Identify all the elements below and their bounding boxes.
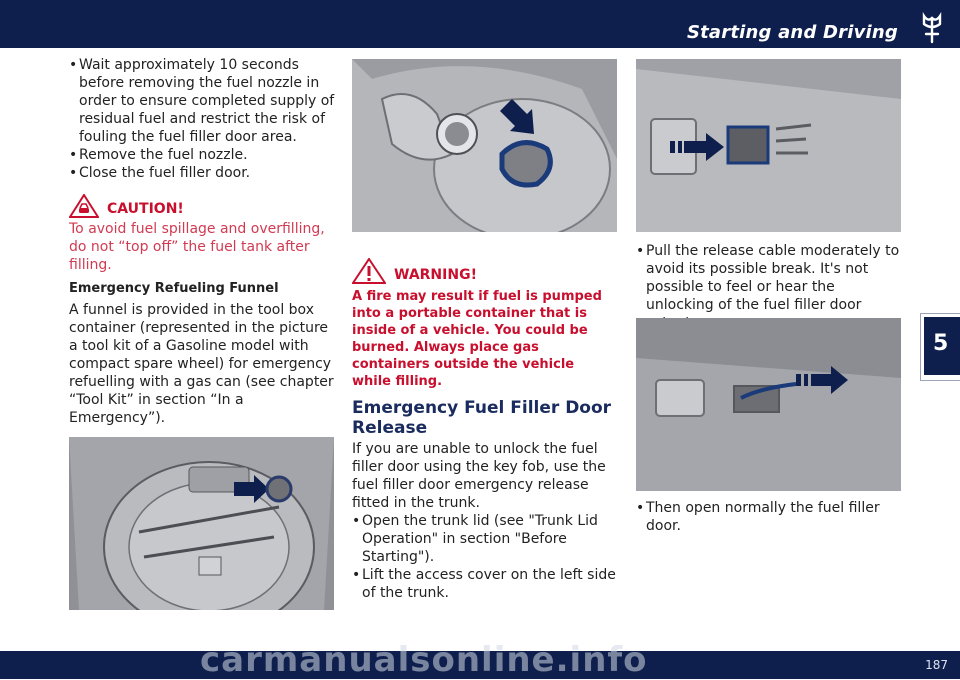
list-item: • Lift the access cover on the left side of the trunk.: [352, 566, 617, 602]
watermark: carmanualsonline.info: [200, 640, 648, 680]
caution-text: To avoid fuel spillage and overfilling, do not “top off” the fuel tank after filling.: [69, 221, 325, 273]
column-2: [352, 258, 617, 602]
section-title: Starting and Driving: [686, 22, 898, 43]
list-item: • Close the fuel filler door.: [69, 164, 337, 182]
body-paragraph: If you are unable to unlock the fuel filler door using the key fob, use the fuel filler door emergency release fitted in the trunk.: [352, 441, 606, 511]
release-cable-image: [636, 318, 901, 491]
maserati-trident-icon: [912, 8, 952, 48]
section-heading: Emergency Fuel Filler Door Release: [352, 398, 612, 438]
list-item: • Pull the release cable moderately to avoid its possible break. It's not possible to feel or hear the unlocking of the fuel filler door: [636, 242, 902, 332]
fuel-filler-image: [352, 59, 617, 232]
trunk-access-image: [636, 59, 901, 232]
caution-heading: [69, 194, 337, 218]
caution-title: CAUTION!: [107, 201, 184, 217]
caution-car-icon: [69, 194, 99, 218]
list-item: • Wait approximately 10 seconds before removing the fuel nozzle in order to ensure completed supply of residual fuel and restrict the risk of fouling the fuel filler door area.: [69, 56, 337, 146]
body-paragraph: A funnel is provided in the tool box container (represented in the picture a tool kit of a Gasoline model with compact spare wheel) for emergency refuelling with a gas can (see chapter “Tool Kit” in section “In a Emergency”).: [69, 302, 334, 426]
warning-triangle-icon: [352, 258, 386, 284]
list-item: • Remove the fuel nozzle.: [69, 146, 337, 164]
list-item: • Then open normally the fuel filler door.: [636, 499, 902, 535]
subheading: Emergency Refueling Funnel: [69, 281, 279, 296]
header-bar: [0, 0, 960, 48]
list-item: • Open the trunk lid (see "Trunk Lid Operation" in section "Before Starting").: [352, 512, 617, 566]
chapter-tab[interactable]: [924, 317, 960, 375]
page-number: 187: [925, 658, 948, 672]
warning-text: A fire may result if fuel is pumped into a portable container that is inside of a vehicle. You could be burned. Always place gas containers outside the vehicle while filling.: [352, 289, 602, 389]
warning-heading: [352, 258, 617, 284]
column-3-bottom: [636, 499, 902, 535]
warning-title: WARNING!: [394, 267, 477, 283]
chapter-number: 5: [933, 331, 949, 356]
column-1: [69, 56, 337, 427]
tool-kit-image: [69, 437, 334, 610]
